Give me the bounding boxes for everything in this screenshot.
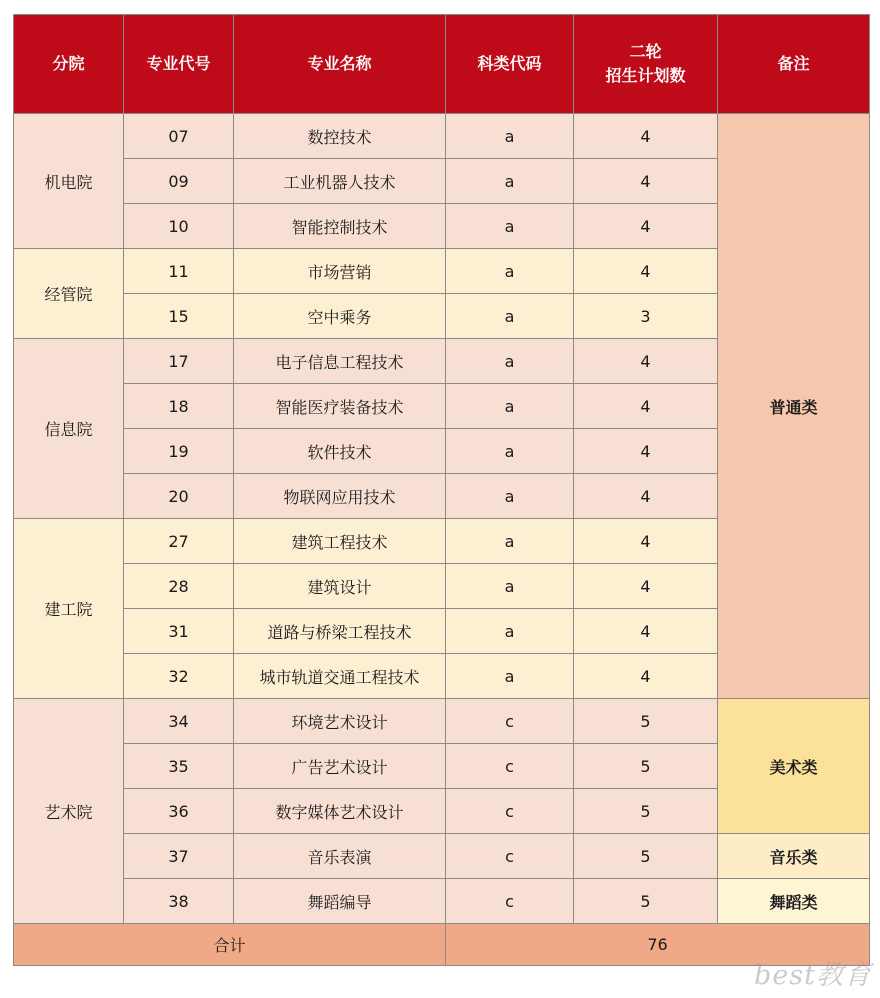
subject-code-cell: a [446,609,574,654]
subject-code-cell: a [446,159,574,204]
major-name-cell: 软件技术 [234,429,446,474]
plan-count-cell: 5 [574,699,718,744]
major-code-cell: 17 [124,339,234,384]
header-note: 备注 [718,15,870,114]
note-cell: 普通类 [718,114,870,699]
subject-code-cell: a [446,474,574,519]
plan-count-cell: 5 [574,834,718,879]
subject-code-cell: a [446,249,574,294]
major-name-cell: 建筑工程技术 [234,519,446,564]
major-name-cell: 舞蹈编导 [234,879,446,924]
plan-count-cell: 4 [574,609,718,654]
header-code: 专业代号 [124,15,234,114]
total-value: 76 [446,924,870,966]
plan-count-cell: 4 [574,474,718,519]
major-code-cell: 11 [124,249,234,294]
major-code-cell: 09 [124,159,234,204]
dept-cell: 建工院 [14,519,124,699]
header-subject: 科类代码 [446,15,574,114]
major-code-cell: 38 [124,879,234,924]
plan-count-cell: 5 [574,879,718,924]
major-name-cell: 市场营销 [234,249,446,294]
dept-cell: 经管院 [14,249,124,339]
plan-count-cell: 3 [574,294,718,339]
subject-code-cell: c [446,879,574,924]
major-name-cell: 建筑设计 [234,564,446,609]
major-name-cell: 数控技术 [234,114,446,159]
major-code-cell: 18 [124,384,234,429]
major-name-cell: 电子信息工程技术 [234,339,446,384]
major-code-cell: 10 [124,204,234,249]
subject-code-cell: a [446,114,574,159]
plan-count-cell: 5 [574,789,718,834]
header-plan-line2: 招生计划数 [605,66,686,85]
plan-count-cell: 4 [574,429,718,474]
major-code-cell: 15 [124,294,234,339]
plan-count-cell: 4 [574,159,718,204]
dept-cell: 机电院 [14,114,124,249]
plan-count-cell: 4 [574,114,718,159]
major-code-cell: 36 [124,789,234,834]
major-code-cell: 31 [124,609,234,654]
major-code-cell: 37 [124,834,234,879]
plan-count-cell: 4 [574,249,718,294]
plan-count-cell: 4 [574,564,718,609]
subject-code-cell: a [446,204,574,249]
subject-code-cell: a [446,654,574,699]
table-row [14,114,870,159]
subject-code-cell: c [446,744,574,789]
note-cell: 舞蹈类 [718,879,870,924]
major-code-cell: 07 [124,114,234,159]
table-row [14,879,870,924]
plan-count-cell: 4 [574,204,718,249]
subject-code-cell: a [446,384,574,429]
subject-code-cell: a [446,339,574,384]
table-row [14,834,870,879]
total-row [14,924,870,966]
dept-cell: 信息院 [14,339,124,519]
header-dept: 分院 [14,15,124,114]
enrollment-plan-table [13,14,870,966]
major-code-cell: 32 [124,654,234,699]
major-name-cell: 工业机器人技术 [234,159,446,204]
note-cell: 美术类 [718,699,870,834]
major-code-cell: 20 [124,474,234,519]
major-name-cell: 环境艺术设计 [234,699,446,744]
subject-code-cell: c [446,699,574,744]
major-name-cell: 空中乘务 [234,294,446,339]
plan-count-cell: 4 [574,339,718,384]
major-name-cell: 广告艺术设计 [234,744,446,789]
major-name-cell: 数字媒体艺术设计 [234,789,446,834]
table-header-row [14,15,870,114]
subject-code-cell: c [446,834,574,879]
header-name: 专业名称 [234,15,446,114]
plan-count-cell: 4 [574,519,718,564]
total-label: 合计 [14,924,446,966]
major-name-cell: 道路与桥梁工程技术 [234,609,446,654]
subject-code-cell: a [446,564,574,609]
major-code-cell: 35 [124,744,234,789]
major-name-cell: 智能控制技术 [234,204,446,249]
major-name-cell: 音乐表演 [234,834,446,879]
major-name-cell: 物联网应用技术 [234,474,446,519]
major-code-cell: 34 [124,699,234,744]
header-plan-line1: 二轮 [629,42,662,61]
plan-count-cell: 4 [574,384,718,429]
subject-code-cell: a [446,294,574,339]
subject-code-cell: c [446,789,574,834]
watermark: best教育 [754,960,872,991]
subject-code-cell: a [446,519,574,564]
major-code-cell: 28 [124,564,234,609]
table-row [14,699,870,744]
plan-count-cell: 5 [574,744,718,789]
plan-count-cell: 4 [574,654,718,699]
table-body [14,114,870,924]
header-plan [574,15,718,114]
dept-cell: 艺术院 [14,699,124,924]
subject-code-cell: a [446,429,574,474]
major-code-cell: 19 [124,429,234,474]
note-cell: 音乐类 [718,834,870,879]
major-name-cell: 城市轨道交通工程技术 [234,654,446,699]
major-name-cell: 智能医疗装备技术 [234,384,446,429]
major-code-cell: 27 [124,519,234,564]
